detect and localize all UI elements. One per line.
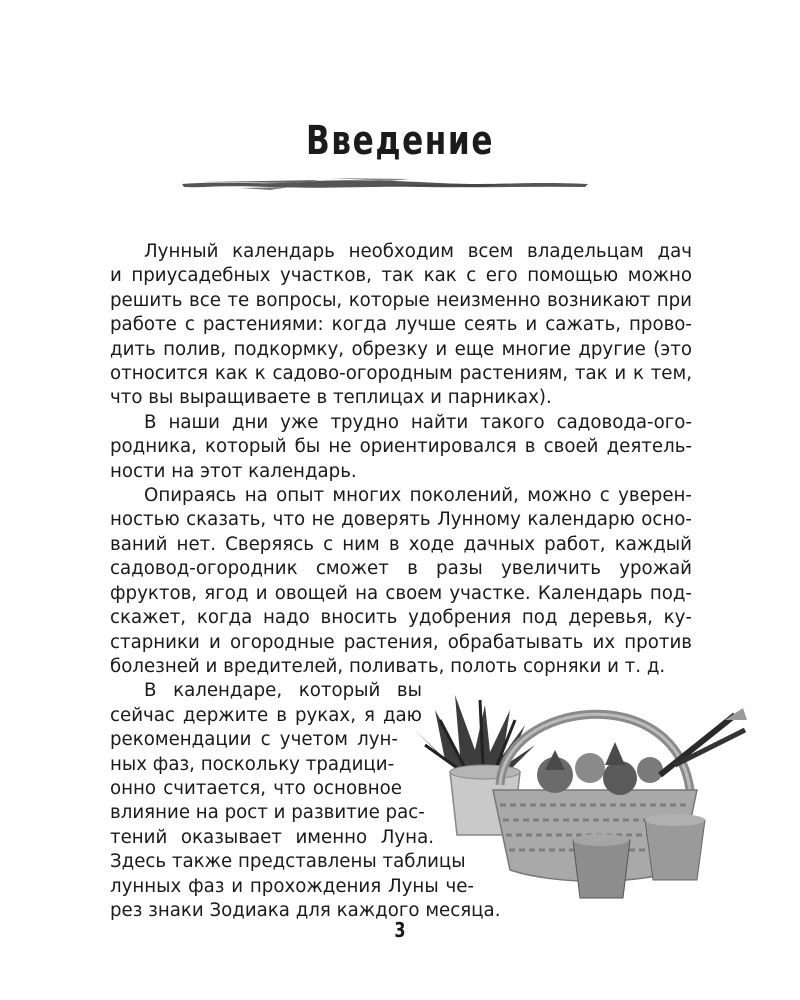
text-line: Опираясь на опыт многих поколений, можно с уверен- xyxy=(144,485,692,507)
text-line: и приусадебных участков, так как с его помощью можно xyxy=(110,265,692,287)
text-line: Лунный календарь необходим всем владельцам дач xyxy=(144,241,692,262)
text-line: онно считается, что основное xyxy=(110,777,402,799)
text-line: что вы выращиваете в теплицах и парниках). xyxy=(110,387,552,409)
paragraph-2 xyxy=(76,411,692,484)
text-line: ных фаз, поскольку традици- xyxy=(110,753,395,775)
text-line: работе с растениями: когда лучше сеять и сажать, прово- xyxy=(110,314,692,336)
text-line: ваний нет. Сверяясь с ним в ходе дачных работ, каждый xyxy=(110,533,692,555)
text-line: рез знаки Зодиака для каждого месяца. xyxy=(110,899,501,921)
text-line: фруктов, ягод и овощей на своем участке. Календарь под- xyxy=(110,582,692,604)
text-line: сейчас держите в руках, я даю xyxy=(110,704,422,726)
succulent-plants-icon xyxy=(537,742,663,795)
page-title: Введение xyxy=(305,118,495,164)
text-line: решить все те вопросы, которые неизменно возникают при xyxy=(110,289,692,311)
text-line: скажет, когда надо вносить удобрения под деревья, ку- xyxy=(110,607,692,629)
text-line: старники и огородные растения, обрабатывать их против xyxy=(110,631,692,653)
text-line: родника, который бы не ориентировался в своей деятель- xyxy=(110,436,692,458)
paragraph-3 xyxy=(76,484,692,679)
text-line: садовод-огородник сможет в разы увеличить урожай xyxy=(110,558,692,580)
text-line: В календаре, который вы xyxy=(144,680,422,702)
text-line: ностью сказать, что не доверять Лунному календарю осно- xyxy=(110,509,692,531)
text-line: тений оказывает именно Луна. xyxy=(110,826,434,848)
page-number: 3 xyxy=(394,918,406,942)
text-line: относится как к садово-огородным растениям, так и к тем, xyxy=(110,363,692,385)
text-line: рекомендации с учетом лун- xyxy=(110,729,398,751)
text-line: дить полив, подкормку, обрезку и еще многие другие (это xyxy=(110,338,692,360)
text-line: Здесь также представлены таблицы xyxy=(110,851,466,873)
text-line: лунных фаз и прохождения Луны че- xyxy=(110,875,474,897)
garden-basket-illustration xyxy=(405,690,750,905)
text-line: ности на этот календарь. xyxy=(110,460,357,482)
text-line: В наши дни уже трудно найти такого садовода-ого- xyxy=(144,411,692,433)
text-line: болезней и вредителей, поливать, полоть сорняки и т. д. xyxy=(110,655,666,677)
text-line: влияние на рост и развитие рас- xyxy=(110,802,425,824)
brush-stroke-divider xyxy=(180,172,590,194)
paragraph-1 xyxy=(76,240,692,411)
